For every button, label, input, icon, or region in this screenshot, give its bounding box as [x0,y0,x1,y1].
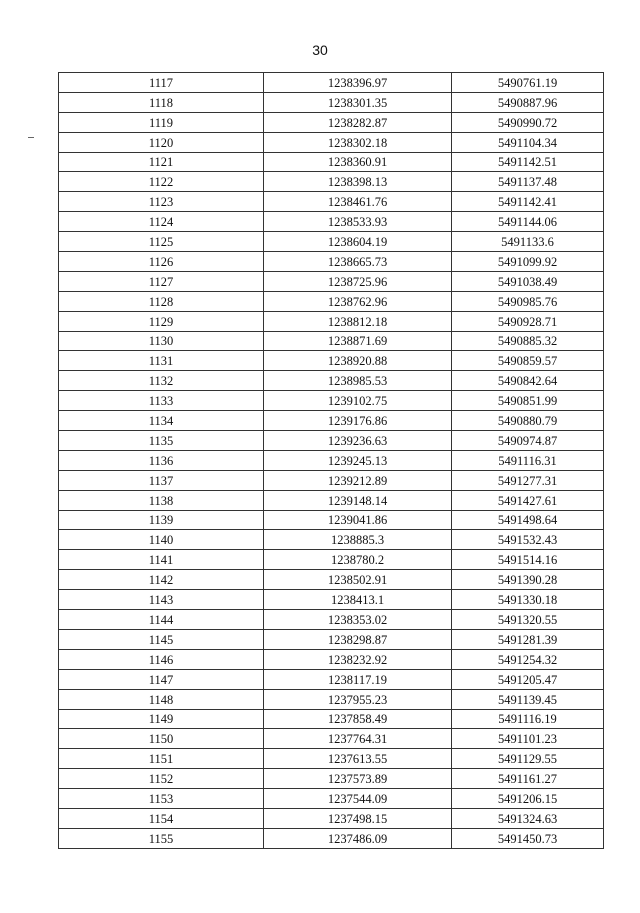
table-row [59,112,604,132]
x-coordinate-cell: 1238533.93 [264,212,452,232]
table-row [59,431,604,451]
point-number-cell: 1149 [59,709,264,729]
table-row [59,570,604,590]
table-row [59,709,604,729]
x-coordinate-cell: 1238298.87 [264,629,452,649]
y-coordinate-cell: 5490985.76 [452,291,604,311]
x-coordinate-cell: 1238725.96 [264,271,452,291]
point-number-cell: 1133 [59,391,264,411]
y-coordinate-cell: 5490887.96 [452,92,604,112]
y-coordinate-cell: 5491532.43 [452,530,604,550]
x-coordinate-cell: 1237573.89 [264,769,452,789]
x-coordinate-cell: 1238117.19 [264,669,452,689]
x-coordinate-cell: 1237498.15 [264,808,452,828]
table-row [59,73,604,93]
x-coordinate-cell: 1238353.02 [264,610,452,630]
scan-mark [28,137,34,138]
x-coordinate-cell: 1238232.92 [264,649,452,669]
point-number-cell: 1144 [59,610,264,630]
y-coordinate-cell: 5491038.49 [452,271,604,291]
x-coordinate-cell: 1238282.87 [264,112,452,132]
x-coordinate-cell: 1239245.13 [264,450,452,470]
table-row [59,808,604,828]
x-coordinate-cell: 1238360.91 [264,152,452,172]
table-row [59,590,604,610]
table-row [59,92,604,112]
y-coordinate-cell: 5490859.57 [452,351,604,371]
point-number-cell: 1150 [59,729,264,749]
point-number-cell: 1151 [59,749,264,769]
table-row [59,490,604,510]
x-coordinate-cell: 1238398.13 [264,172,452,192]
x-coordinate-cell: 1238780.2 [264,550,452,570]
point-number-cell: 1142 [59,570,264,590]
y-coordinate-cell: 5491330.18 [452,590,604,610]
table-row [59,629,604,649]
table-row [59,769,604,789]
table-row [59,411,604,431]
point-number-cell: 1126 [59,252,264,272]
table-row [59,530,604,550]
table-row [59,232,604,252]
table-row [59,729,604,749]
table-row [59,172,604,192]
x-coordinate-cell: 1238302.18 [264,132,452,152]
x-coordinate-cell: 1238920.88 [264,351,452,371]
table-row [59,470,604,490]
x-coordinate-cell: 1238985.53 [264,371,452,391]
x-coordinate-cell: 1238396.97 [264,73,452,93]
table-row [59,271,604,291]
point-number-cell: 1120 [59,132,264,152]
y-coordinate-cell: 5491254.32 [452,649,604,669]
point-number-cell: 1146 [59,649,264,669]
point-number-cell: 1141 [59,550,264,570]
point-number-cell: 1154 [59,808,264,828]
point-number-cell: 1125 [59,232,264,252]
point-number-cell: 1122 [59,172,264,192]
table-row [59,152,604,172]
point-number-cell: 1128 [59,291,264,311]
x-coordinate-cell: 1238413.1 [264,590,452,610]
x-coordinate-cell: 1238604.19 [264,232,452,252]
x-coordinate-cell: 1237955.23 [264,689,452,709]
point-number-cell: 1145 [59,629,264,649]
y-coordinate-cell: 5490880.79 [452,411,604,431]
y-coordinate-cell: 5491205.47 [452,669,604,689]
x-coordinate-cell: 1238885.3 [264,530,452,550]
point-number-cell: 1136 [59,450,264,470]
y-coordinate-cell: 5490990.72 [452,112,604,132]
point-number-cell: 1134 [59,411,264,431]
point-number-cell: 1132 [59,371,264,391]
table-row [59,331,604,351]
point-number-cell: 1140 [59,530,264,550]
point-number-cell: 1119 [59,112,264,132]
table-row [59,689,604,709]
x-coordinate-cell: 1237858.49 [264,709,452,729]
y-coordinate-cell: 5491116.31 [452,450,604,470]
point-number-cell: 1153 [59,789,264,809]
table-row [59,510,604,530]
x-coordinate-cell: 1237486.09 [264,828,452,848]
point-number-cell: 1124 [59,212,264,232]
point-number-cell: 1139 [59,510,264,530]
point-number-cell: 1148 [59,689,264,709]
x-coordinate-cell: 1237544.09 [264,789,452,809]
y-coordinate-cell: 5491281.39 [452,629,604,649]
y-coordinate-cell: 5490851.99 [452,391,604,411]
y-coordinate-cell: 5491142.51 [452,152,604,172]
point-number-cell: 1129 [59,311,264,331]
x-coordinate-cell: 1237764.31 [264,729,452,749]
y-coordinate-cell: 5491427.61 [452,490,604,510]
x-coordinate-cell: 1239212.89 [264,470,452,490]
point-number-cell: 1123 [59,192,264,212]
table-row [59,649,604,669]
y-coordinate-cell: 5491320.55 [452,610,604,630]
table-row [59,391,604,411]
x-coordinate-cell: 1239236.63 [264,431,452,451]
table-row [59,669,604,689]
x-coordinate-cell: 1239176.86 [264,411,452,431]
y-coordinate-cell: 5491129.55 [452,749,604,769]
point-number-cell: 1152 [59,769,264,789]
table-row [59,311,604,331]
y-coordinate-cell: 5491277.31 [452,470,604,490]
y-coordinate-cell: 5490761.19 [452,73,604,93]
x-coordinate-cell: 1239148.14 [264,490,452,510]
point-number-cell: 1147 [59,669,264,689]
x-coordinate-cell: 1238301.35 [264,92,452,112]
x-coordinate-cell: 1238502.91 [264,570,452,590]
table-row [59,192,604,212]
x-coordinate-cell: 1238665.73 [264,252,452,272]
table-row [59,550,604,570]
y-coordinate-cell: 5490928.71 [452,311,604,331]
table-row [59,252,604,272]
x-coordinate-cell: 1239041.86 [264,510,452,530]
y-coordinate-cell: 5490885.32 [452,331,604,351]
y-coordinate-cell: 5491101.23 [452,729,604,749]
table-row [59,371,604,391]
y-coordinate-cell: 5491498.64 [452,510,604,530]
point-number-cell: 1130 [59,331,264,351]
y-coordinate-cell: 5490842.64 [452,371,604,391]
x-coordinate-cell: 1238871.69 [264,331,452,351]
table-row [59,450,604,470]
y-coordinate-cell: 5491104.34 [452,132,604,152]
table-row [59,212,604,232]
point-number-cell: 1155 [59,828,264,848]
y-coordinate-cell: 5491450.73 [452,828,604,848]
x-coordinate-cell: 1237613.55 [264,749,452,769]
point-number-cell: 1118 [59,92,264,112]
y-coordinate-cell: 5491514.16 [452,550,604,570]
y-coordinate-cell: 5491144.06 [452,212,604,232]
coordinates-table [58,72,604,849]
y-coordinate-cell: 5491099.92 [452,252,604,272]
y-coordinate-cell: 5491390.28 [452,570,604,590]
point-number-cell: 1137 [59,470,264,490]
table-row [59,610,604,630]
y-coordinate-cell: 5491116.19 [452,709,604,729]
table-row [59,789,604,809]
point-number-cell: 1143 [59,590,264,610]
point-number-cell: 1121 [59,152,264,172]
table-row [59,749,604,769]
x-coordinate-cell: 1239102.75 [264,391,452,411]
table-row [59,351,604,371]
y-coordinate-cell: 5491142.41 [452,192,604,212]
y-coordinate-cell: 5491161.27 [452,769,604,789]
y-coordinate-cell: 5491324.63 [452,808,604,828]
y-coordinate-cell: 5491133.6 [452,232,604,252]
y-coordinate-cell: 5491206.15 [452,789,604,809]
coordinates-table-body [59,73,604,849]
x-coordinate-cell: 1238461.76 [264,192,452,212]
x-coordinate-cell: 1238762.96 [264,291,452,311]
y-coordinate-cell: 5491139.45 [452,689,604,709]
point-number-cell: 1117 [59,73,264,93]
page-number: 30 [312,42,328,58]
point-number-cell: 1135 [59,431,264,451]
y-coordinate-cell: 5491137.48 [452,172,604,192]
table-row [59,132,604,152]
y-coordinate-cell: 5490974.87 [452,431,604,451]
table-row [59,828,604,848]
point-number-cell: 1127 [59,271,264,291]
point-number-cell: 1131 [59,351,264,371]
table-row [59,291,604,311]
x-coordinate-cell: 1238812.18 [264,311,452,331]
point-number-cell: 1138 [59,490,264,510]
